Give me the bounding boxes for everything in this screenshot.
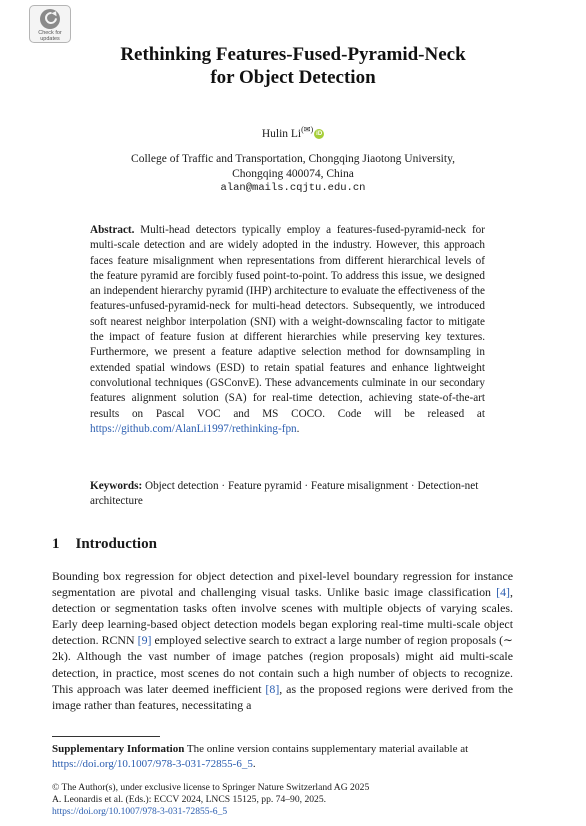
- citation-9[interactable]: [9]: [137, 633, 152, 648]
- check-for-updates-icon: [40, 9, 60, 29]
- keywords-text: Object detection · Feature pyramid · Feature misalignment · Detection-net architecture: [90, 480, 479, 508]
- section-heading: [52, 536, 157, 553]
- affiliation-line-2: Chongqing 400074, China: [232, 168, 354, 180]
- citation-4[interactable]: [4]: [496, 585, 511, 600]
- body-paragraph: [52, 568, 513, 713]
- title-line-2: for Object Detection: [210, 67, 376, 88]
- abstract-end: .: [296, 422, 300, 435]
- copyright-line: © The Author(s), under exclusive license to Springer Nature Switzerland AG 2025: [52, 782, 370, 793]
- supplementary-link[interactable]: https://doi.org/10.1007/978-3-031-72855-6_5: [52, 758, 253, 770]
- author-line: [0, 125, 586, 140]
- abstract-label: Abstract.: [90, 224, 135, 236]
- keywords-label: Keywords:: [90, 480, 143, 492]
- check-for-updates-label: Check for updates: [38, 30, 62, 42]
- section-title: Introduction: [75, 536, 157, 552]
- author-name: Hulin Li: [261, 127, 302, 140]
- supplementary-label: Supplementary Information: [52, 743, 185, 755]
- citation-line: A. Leonardis et al. (Eds.): ECCV 2024, LNCS 15125, pp. 74–90, 2025.: [52, 794, 327, 806]
- body-text-2: , detection or segmentation tasks often involve scenes with multiple objects of varying scales. Early deep learning-based object detection models began exploring real-time multi-scale object detection. RCNN: [52, 585, 513, 648]
- body-text-4: , as the proposed regions were derived from the image rather than features, necessitating a: [52, 681, 513, 712]
- copyright-footer: [52, 782, 522, 819]
- affiliation: [0, 152, 586, 182]
- code-link[interactable]: https://github.com/AlanLi1997/rethinking-fpn: [90, 422, 297, 435]
- body-text-1: Bounding box regression for object detection and pixel-level boundary regression for instance segmentation are pivotal and challenging visual tasks. Unlike basic image classification: [52, 569, 513, 600]
- author-email[interactable]: alan@mails.cqjtu.edu.cn: [220, 182, 366, 194]
- paper-title: [0, 43, 586, 89]
- supplementary-end: .: [252, 758, 256, 770]
- body-text-3: employed selective search to extract a large number of region proposals (∼ 2k). Although the vast number of image patches (region proposals) might aid multi-scale detection, in practice, most scenes do not contain such a high number of objects to recognize. This approach was later deemed inefficient: [52, 633, 513, 696]
- affiliation-line-1: College of Traffic and Transportation, Chongqing Jiaotong University,: [131, 153, 455, 165]
- citation-8[interactable]: [8]: [265, 681, 280, 696]
- orcid-icon[interactable]: iD: [316, 130, 323, 137]
- supplementary-text: The online version contains supplementary material available at: [184, 743, 469, 755]
- section-number: 1: [52, 536, 60, 552]
- check-for-updates-badge[interactable]: [29, 5, 71, 43]
- footnote-divider: [52, 736, 160, 737]
- corresponding-mark: (✉): [301, 125, 314, 134]
- title-line-1: Rethinking Features-Fused-Pyramid-Neck: [120, 44, 466, 65]
- abstract-text: Multi-head detectors typically employ a features-fused-pyramid-neck for multi-scale detection and are widely adopted in the industry. However, this approach faces feature misalignment when representations from different hierarchical levels of the feature pyramid are forcibly fused point-to-point. To address this issue, we designed an independent hierarchy pyramid (IHP) architecture to evaluate the effectiveness of the features-unfused-pyramid-neck for multi-head detectors. Subsequently, we introduced soft nearest neighbor interpolation (SNI) with a weight-downscaling factor to mitigate the impact of feature fusion at different hierarchies while preserving key textures. Furthermore, we present a feature adaptive selection method for downsampling in extended spatial windows (ESD) to retain spatial features and enhance lightweight convolutional techniques (GSConvE). These advancements culminate in our secondary features alignment solution (SA) for real-time detection, achieving state-of-the-art results on Pascal VOC and MS COCO. Code will be released at: [90, 224, 485, 420]
- keywords: [90, 479, 485, 510]
- supplementary-info: [52, 742, 513, 772]
- abstract: [90, 223, 485, 437]
- doi-link[interactable]: https://doi.org/10.1007/978-3-031-72855-6_5: [52, 806, 228, 818]
